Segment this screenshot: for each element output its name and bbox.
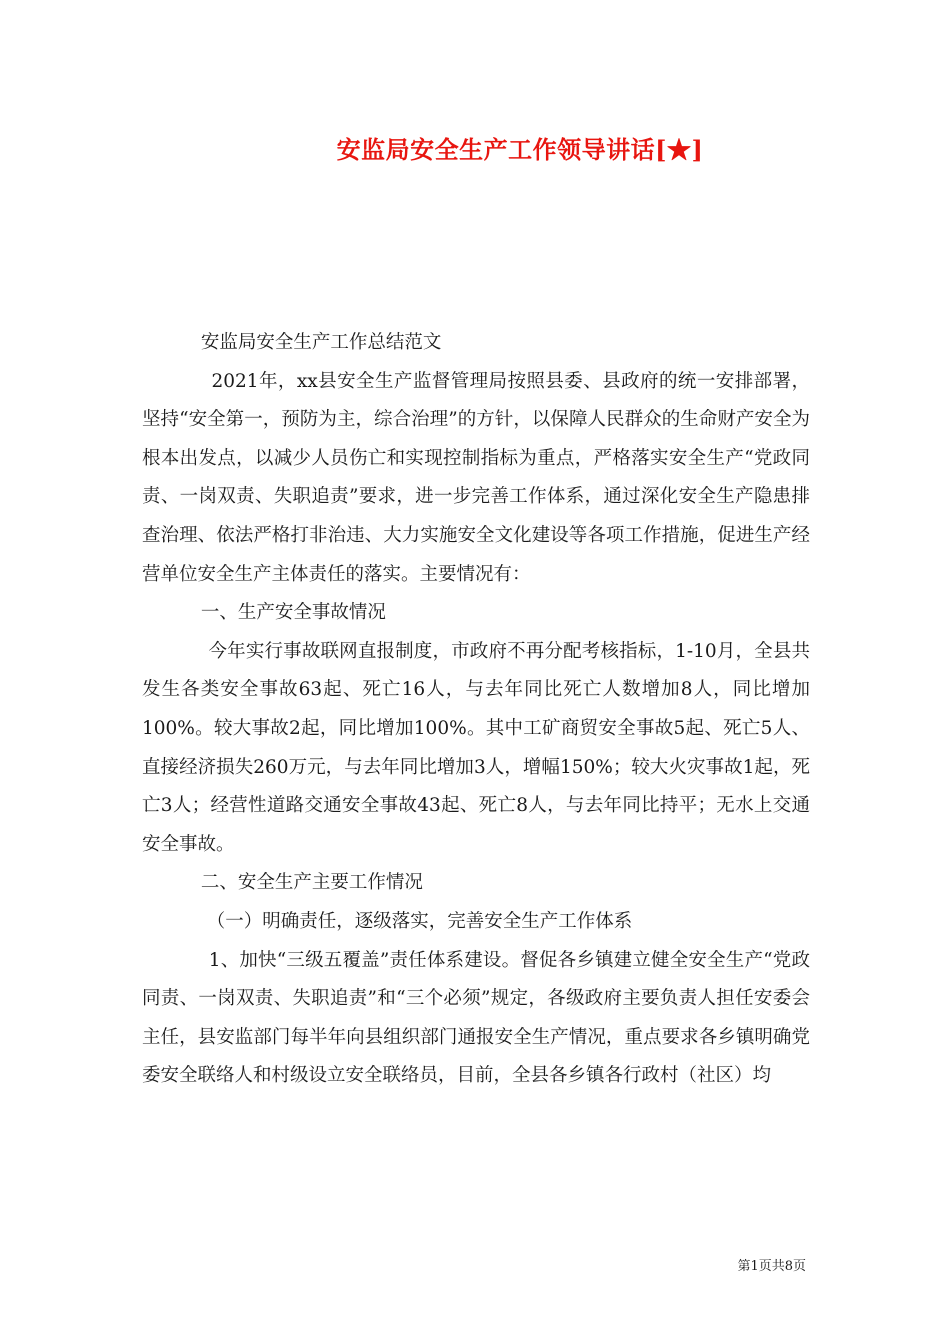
document-body <box>142 324 810 1096</box>
page-number: 第1页共8页 <box>737 1259 806 1274</box>
responsibility-paragraph: 1、加快“三级五覆盖”责任体系建设。督促各乡镇建立健全安全生产“党政同责、一岗双责、失职追责”和“三个必须”规定，各级政府主要负责人担任安委会主任，县安监部门每半年向县组织部门通报安全生产情况，重点要求各乡镇明确党委安全联络人和村级设立安全联络员，目前，全县各乡镇各行政村（社区）均 <box>142 949 810 1087</box>
subtitle-paragraph: 安监局安全生产工作总结范文 <box>142 332 442 353</box>
intro-paragraph: 2021年，xx县安全生产监督管理局按照县委、县政府的统一安排部署，坚持“安全第一，预防为主，综合治理”的方针，以保障人民群众的生命财产安全为根本出发点，以减少人员伤亡和实现控制指标为重点，严格落实安全生产“党政同责、一岗双责、失职追责”要求，进一步完善工作体系，通过深化安全生产隐患排查治理、依法严格打非治违、大力实施安全文化建设等各项工作措施，促进生产经营单位安全生产主体责任的落实。主要情况有： <box>142 370 811 585</box>
section-heading-accidents: 一、生产安全事故情况 <box>142 602 386 624</box>
document-title: 安监局安全生产工作领导讲话[★] <box>336 135 704 164</box>
section-heading-work: 二、安全生产主要工作情况 <box>142 872 423 894</box>
accidents-paragraph: 今年实行事故联网直报制度，市政府不再分配考核指标，1-10月，全县共发生各类安全事故63起、死亡16人，与去年同比死亡人数增加8人，同比增加100%。较大事故2起，同比增加100%。其中工矿商贸安全事故5起、死亡5人、直接经济损失260万元，与去年同比增加3人，增幅150%；较大火灾事故1起，死亡3人；经营性道路交通安全事故43起、死亡8人，与去年同比持平；无水上交通安全事故。 <box>142 640 810 855</box>
subsection-heading: （一）明确责任，逐级落实，完善安全生产工作体系 <box>142 910 633 932</box>
